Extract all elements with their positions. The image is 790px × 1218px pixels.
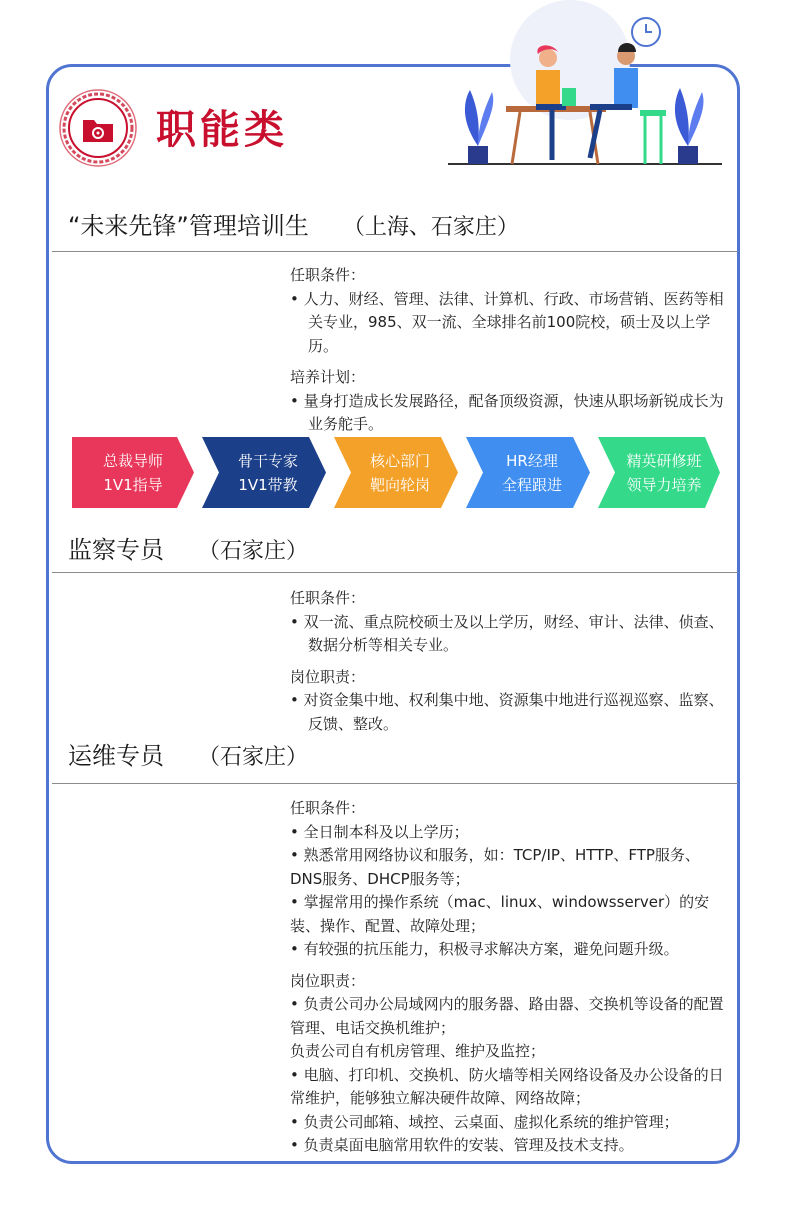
duties-label: 岗位职责： [290, 971, 366, 990]
list-item: • 熟悉常用网络协议和服务，如：TCP/IP、HTTP、FTP服务、DNS服务、DHCP服务等； [290, 846, 700, 888]
category-title: 职能类 [156, 107, 288, 153]
duties-label: 培养计划： [290, 368, 366, 386]
training-step-3: 核心部门 靶向轮岗 [369, 451, 430, 494]
divider [52, 572, 738, 573]
job-details-3 [290, 797, 730, 1158]
job-title: “未来先锋”管理培训生 [68, 212, 309, 240]
list-item: • 人力、财经、管理、法律、计算机、行政、市场营销、医药等相关专业，985、双一流、全球排名前100院校，硕士及以上学历。 [290, 289, 724, 355]
job-location: （上海、石家庄） [342, 215, 519, 240]
meeting-illustration [440, 0, 740, 175]
folder-gear-icon [58, 88, 138, 168]
job-title: 监察专员 [68, 536, 164, 564]
list-item: • 有较强的抗压能力，积极寻求解决方案，避免问题升级。 [290, 940, 679, 958]
job-title: 运维专员 [68, 742, 164, 770]
duties-label: 岗位职责： [290, 667, 366, 686]
training-step-1: 总裁导师 1V1指导 [102, 451, 163, 494]
divider [52, 251, 738, 252]
job-location: （石家庄） [198, 539, 309, 564]
job-details-1 [290, 264, 730, 437]
job-heading-2 [68, 530, 308, 565]
list-item: • 全日制本科及以上学历； [290, 822, 469, 841]
list-item: • 量身打造成长发展路径，配备顶级资源，快速从职场新锐成长为业务舵手。 [290, 391, 724, 433]
list-item: • 负责桌面电脑常用软件的安装、管理及技术支持。 [290, 1136, 634, 1154]
list-item: • 对资金集中地、权利集中地、资源集中地进行巡视巡察、监察、反馈、整改。 [290, 691, 724, 733]
training-step-5: 精英研修班 领导力培养 [626, 451, 702, 494]
divider [52, 783, 738, 784]
list-item: • 负责公司办公局域网内的服务器、路由器、交换机等设备的配置管理、电话交换机维护； [290, 995, 724, 1037]
list-item: • 掌握常用的操作系统（mac、linux、windowsserver）的安装、操作、配置、故障处理； [290, 893, 710, 935]
requirements-label: 任职条件： [290, 589, 366, 607]
requirements-label: 任职条件： [290, 266, 366, 284]
list-item: • 双一流、重点院校硕士及以上学历，财经、审计、法律、侦查、数据分析等相关专业。 [290, 612, 724, 654]
training-steps-bar [72, 437, 720, 508]
job-heading-1 [68, 206, 519, 241]
job-details-2 [290, 587, 730, 736]
job-heading-3 [68, 736, 308, 771]
training-step-4: HR经理 全程跟进 [501, 451, 562, 494]
requirements-label: 任职条件： [290, 799, 366, 817]
training-step-2: 骨干专家 1V1带教 [237, 451, 298, 494]
list-item: • 电脑、打印机、交换机、防火墙等相关网络设备及办公设备的日常维护，能够独立解决硬件故障、网络故障； [290, 1065, 724, 1107]
job-location: （石家庄） [198, 745, 309, 770]
list-item: • 负责公司邮箱、域控、云桌面、虚拟化系统的维护管理； [290, 1112, 679, 1131]
list-item: 负责公司自有机房管理、维护及监控； [290, 1042, 546, 1060]
